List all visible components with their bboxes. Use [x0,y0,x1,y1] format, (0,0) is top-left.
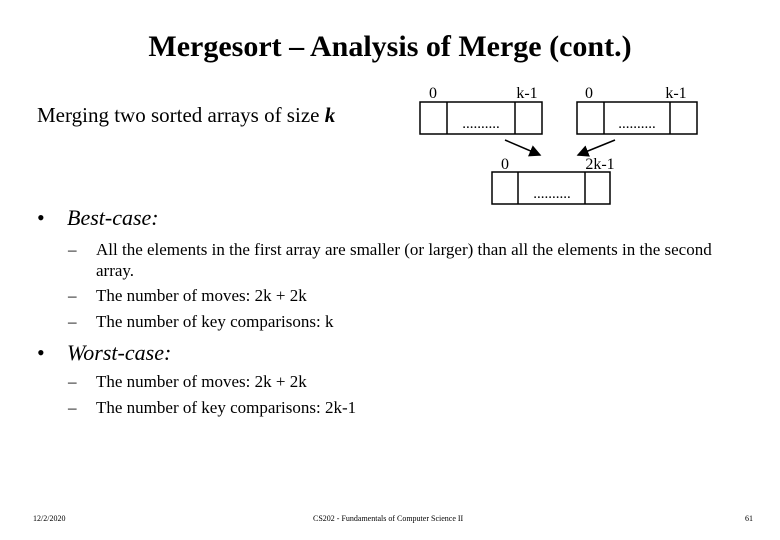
merged-end-label: 2k-1 [585,156,615,173]
worst-case-label: Worst-case: [67,340,172,365]
array-2-dots: .......... [618,116,656,132]
intro-label: Merging two sorted arrays of size [37,103,325,127]
dash-icon: – [68,312,77,331]
best-case-item: – All the elements in the first array are smaller (or larger) than all the elements in the second [68,237,712,263]
worst-case-item: – The number of moves: 2k + 2k [68,369,307,395]
best-case-item: – The number of moves: 2k + 2k [68,283,307,309]
worst-case-item: – The number of key comparisons: 2k-1 [68,395,356,421]
array-2-start-label: 0 [585,85,593,102]
best-case-heading [37,205,159,231]
array-1 [420,85,542,134]
array-2 [577,85,697,134]
footer-course: CS202 - Fundamentals of Computer Science II [313,514,464,523]
best-case-item-continued: array. [96,261,135,280]
array-2-end-label: k-1 [665,85,687,102]
array-1-dots: .......... [462,116,500,132]
dash-icon: – [68,240,77,259]
footer-date: 12/2/2020 [33,514,66,523]
dash-icon: – [68,398,77,417]
arrow-from-array-1 [505,140,540,155]
worst-case-heading [37,340,171,366]
intro-variable: k [324,103,336,127]
bullet-icon: • [37,205,45,230]
array-1-start-label: 0 [429,85,437,102]
arrow-from-array-2 [578,140,615,155]
best-case-label: Best-case: [67,205,159,230]
bullet-icon: • [37,340,45,365]
dash-icon: – [68,286,77,305]
dash-icon: – [68,372,77,391]
merged-dots: .......... [533,186,571,202]
page-title: Mergesort – Analysis of Merge (cont.) [148,30,632,63]
merged-array [492,156,615,204]
best-case-item: – The number of key comparisons: k [68,309,333,335]
footer-page-number: 61 [745,514,753,523]
array-1-end-label: k-1 [516,85,538,102]
merged-start-label: 0 [501,156,509,173]
